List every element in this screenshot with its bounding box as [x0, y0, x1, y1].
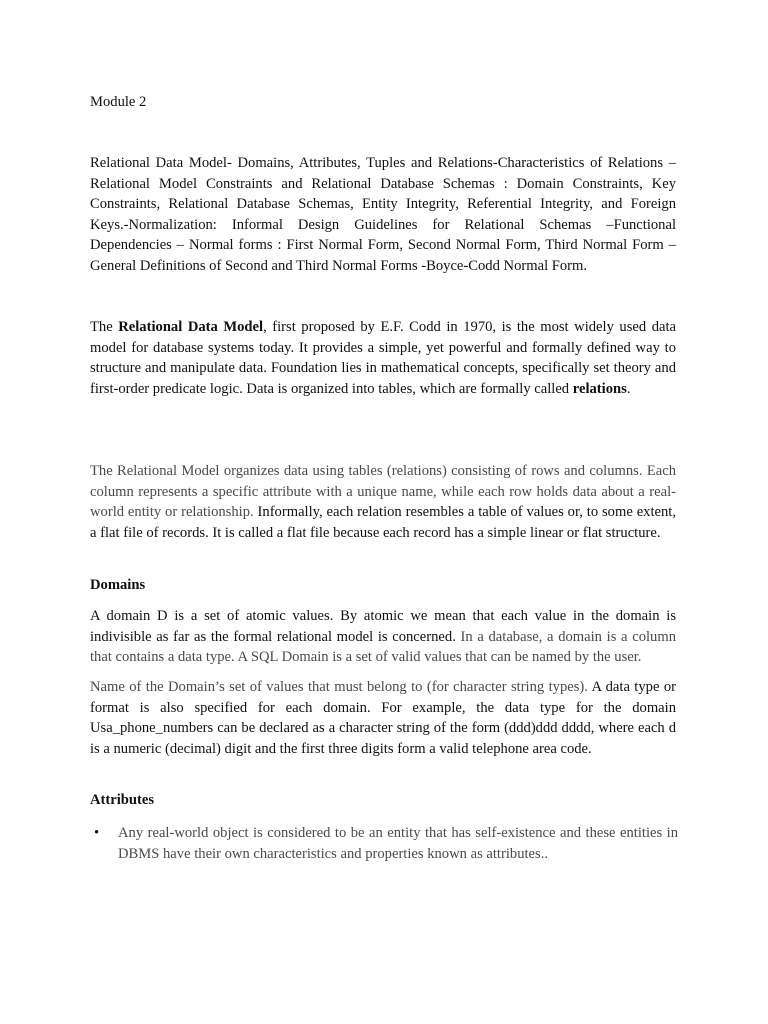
- attributes-heading: Attributes: [90, 792, 155, 808]
- attributes-list: [90, 823, 678, 864]
- list-item: • Any real-world object is considered to be an entity that has self-existence and these entities in DBMS have their own characteristics and properties known as attributes..: [94, 825, 678, 862]
- term-relational-data-model: Relational Data Model: [118, 319, 264, 335]
- term-relations: relations: [572, 380, 627, 397]
- domains-paragraph-2: Name of the Domain’s set of values that must belong to (for character string types). A data type or format is also specified for each domain. For example, the data type for the domain Usa_phone_numbers can be declared as a character string of the form (ddd)ddd dddd, where each d is a numeric (decimal) digit and the first three digits form a valid telephone area code.: [90, 679, 676, 757]
- syllabus-paragraph: Relational Data Model- Domains, Attributes, Tuples and Relations-Characteristics of Relations – Relational Model Constraints and Relational Database Schemas : Domain Constraints, Key Constraints, Relational Database Schemas, Entity Integrity, Referential Integrity, and Foreign Keys.-Normalization: Informal Design Guidelines for Relational Schemas –Functional Dependencies – Normal forms : First Normal Form, Second Normal Form, Third Normal Form – General Definitions of Second and Third Normal Forms -Boyce-Codd Normal Form.: [90, 155, 676, 274]
- domains-heading: Domains: [90, 577, 146, 593]
- bullet-icon: •: [94, 825, 100, 841]
- module-title: Module 2: [90, 94, 147, 110]
- domains-paragraph-1: A domain D is a set of atomic values. By atomic we mean that each value in the domain is indivisible as far as the formal relational model is concerned. In a database, a domain is a column that contains a data type. A SQL Domain is a set of valid values that can be named by the user.: [90, 608, 676, 665]
- relational-model-paragraph: The Relational Model organizes data using tables (relations) consisting of rows and columns. Each column represents a specific attribute with a unique name, while each row holds data about a real-world entity or relationship. Informally, each relation resembles a table of values or, to some extent, a flat file of records. It is called a flat file because each record has a simple linear or flat structure.: [90, 463, 676, 541]
- intro-paragraph: The Relational Data Model, first proposed by E.F. Codd in 1970, is the most widely used data model for database systems today. It provides a simple, yet powerful and formally defined way to structure and manipulate data. Foundation lies in mathematical concepts, specifically set theory and first-order predicate logic. Data is organized into tables, which are formally called relations.: [90, 319, 677, 397]
